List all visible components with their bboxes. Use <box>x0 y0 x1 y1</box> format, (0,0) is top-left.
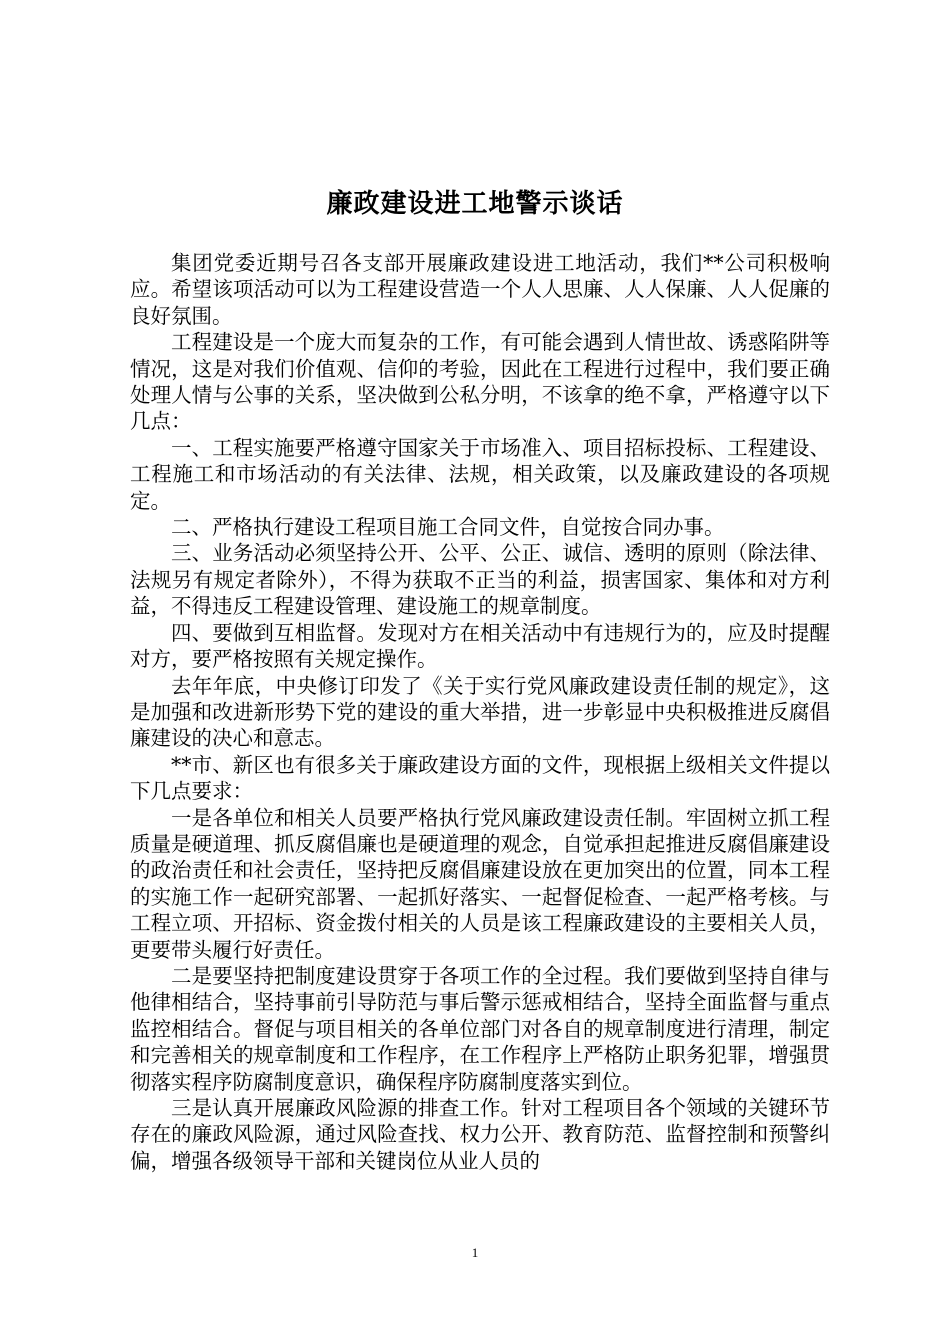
paragraph: 二是要坚持把制度建设贯穿于各项工作的全过程。我们要做到坚持自律与他律相结合，坚持事前引导防范与事后警示惩戒相结合，坚持全面监督与重点监控相结合。督促与项目相关的各单位部门对各自的规章制度进行清理，制定和完善相关的规章制度和工作程序，在工作程序上严格防止职务犯罪，增强贯彻落实程序防腐制度意识，确保程序防腐制度落实到位。 <box>130 963 830 1094</box>
paragraph: 二、严格执行建设工程项目施工合同文件，自觉按合同办事。 <box>171 515 725 540</box>
paragraph: 一、工程实施要严格遵守国家关于市场准入、项目招标投标、工程建设、工程施工和市场活动的有关法律、法规，相关政策，以及廉政建设的各项规定。 <box>130 435 830 513</box>
paragraph: **市、新区也有很多关于廉政建设方面的文件，现根据上级相关文件提以下几点要求： <box>130 752 830 804</box>
paragraph: 一是各单位和相关人员要严格执行党风廉政建设责任制。牢固树立抓工程质量是硬道理、抓反腐倡廉也是硬道理的观念，自觉承担起推进反腐倡廉建设的政治责任和社会责任，坚持把反腐倡廉建设放在更加突出的位置，同本工程的实施工作一起研究部署、一起抓好落实、一起督促检查、一起严格考核。与工程立项、开招标、资金拨付相关的人员是该工程廉政建设的主要相关人员，更要带头履行好责任。 <box>130 805 830 962</box>
paragraph: 三是认真开展廉政风险源的排查工作。针对工程项目各个领域的关键环节存在的廉政风险源，通过风险查找、权力公开、教育防范、监督控制和预警纠偏，增强各级领导干部和关键岗位从业人员的 <box>130 1096 830 1173</box>
page-number: 1 <box>471 1245 479 1260</box>
paragraph: 工程建设是一个庞大而复杂的工作，有可能会遇到人情世故、诱惑陷阱等情况，这是对我们价值观、信仰的考验，因此在工程进行过程中，我们要正确处理人情与公事的关系，坚决做到公私分明，不该拿的绝不拿，严格遵守以下几点： <box>130 330 830 434</box>
paragraph: 去年年底，中央修订印发了《关于实行党风廉政建设责任制的规定》，这是加强和改进新形势下党的建设的重大举措，进一步彰显中央积极推进反腐倡廉建设的决心和意志。 <box>130 673 830 751</box>
document-body <box>130 250 830 1174</box>
paragraph: 四、要做到互相监督。发现对方在相关活动中有违规行为的，应及时提醒对方，要严格按照有关规定操作。 <box>130 620 830 672</box>
paragraph: 集团党委近期号召各支部开展廉政建设进工地活动，我们**公司积极响应。希望该项活动可以为工程建设营造一个人人思廉、人人保廉、人人促廉的良好氛围。 <box>130 251 830 328</box>
paragraph: 三、业务活动必须坚持公开、公平、公正、诚信、透明的原则（除法律、法规另有规定者除外），不得为获取不正当的利益，损害国家、集体和对方利益，不得违反工程建设管理、建设施工的规章制度。 <box>130 541 830 619</box>
document-title: 廉政建设进工地警示谈话 <box>326 189 624 219</box>
